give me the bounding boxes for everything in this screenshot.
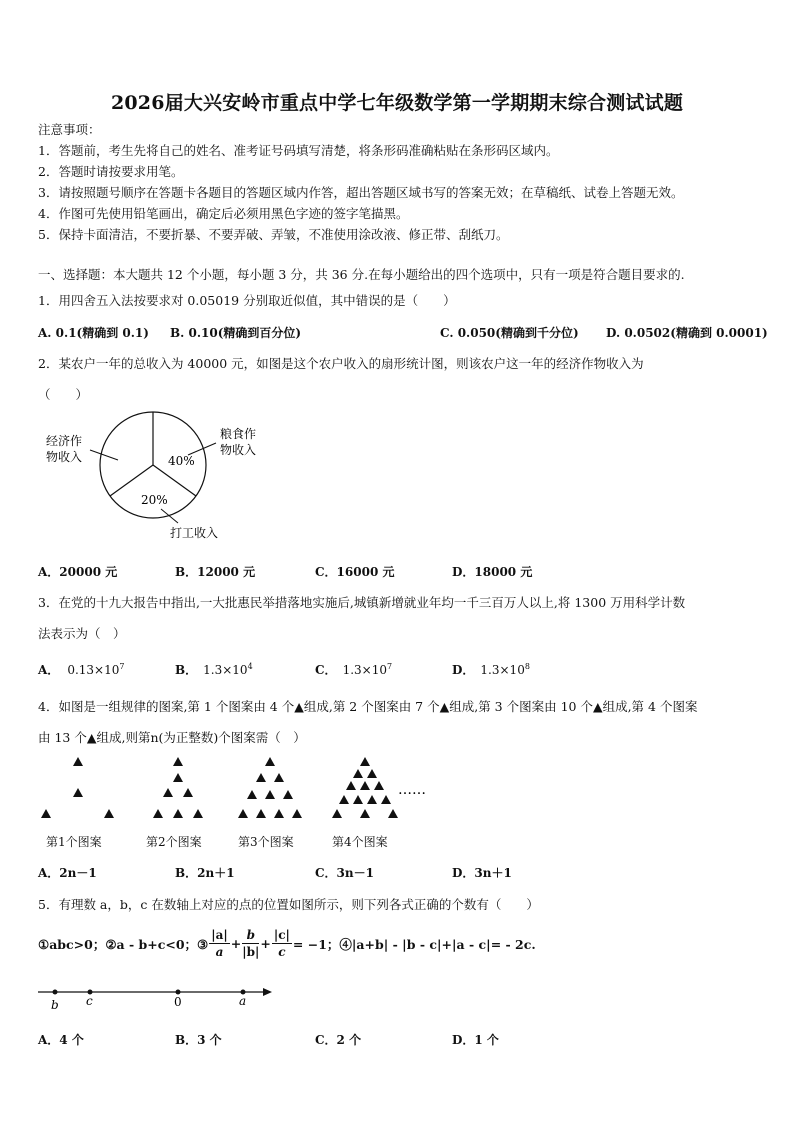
triangle-mark [153,809,163,818]
q3-option-c: C． $1.3\times 10^7$ [315,662,393,677]
triangle-mark [265,757,275,766]
triangle-mark [283,790,293,799]
pattern-ellipsis: …… [398,782,426,798]
triangle-mark [374,781,384,790]
q1-option-d: D. 0.0502(精确到 0.0001) [606,326,768,340]
axis-label-a: a [239,994,247,1008]
triangle-mark [274,773,284,782]
q2-option-c: C．16000 元 [315,565,395,579]
q2-option-a: A．20000 元 [38,565,118,579]
pie-label-economic-2: 物收入 [46,450,83,464]
question-4-stem-1: 4．如图是一组规律的图案,第 1 个图案由 4 个▲组成,第 2 个图案由 7 个▲组成,第 3 个图案由 10 个▲组成,第 4 个图案 [38,699,698,714]
pie-pct-work: 20% [141,493,168,507]
q2-option-b: B．12000 元 [175,565,256,579]
q3-option-d: D． $1.3\times 10^8$ [452,662,530,677]
triangle-mark [256,773,266,782]
triangle-mark [183,788,193,797]
notes-heading: 注意事项： [38,122,101,137]
question-5-stem: 5．有理数 a，b，c 在数轴上对应的点的位置如图所示，则下列各式正确的个数有（ ） [38,897,539,912]
triangle-mark [332,809,342,818]
triangle-mark [367,769,377,778]
q4-option-c: C．3n－1 [315,866,374,880]
triangle-mark [360,809,370,818]
q3-option-a: A． $0.13\times 10^7$ [38,662,125,677]
question-2-paren: （ ） [38,387,89,402]
question-5-statements: ①abc>0；②a - b+c<0；③ $\frac{|a|}{a}$ + $\frac{b}{|b|}$ + $\frac{|c|}{c}$ = −1；④|a+b| - |b - c|+|a - c|= - 2c. [38,928,536,959]
triangle-mark [353,795,363,804]
axis-label-b: b [51,998,59,1012]
note-item: 3．请按照题号顺序在答题卡各题目的答题区域内作答，超出答题区域书写的答案无效；在草稿纸、试卷上答题无效。 [38,185,684,200]
triangle-mark [41,809,51,818]
pie-label-economic-1: 经济作 [46,434,83,448]
triangle-mark [238,809,248,818]
q2-option-d: D．18000 元 [452,565,533,579]
triangle-mark [173,757,183,766]
pattern-label-2: 第2个图案 [146,835,202,849]
triangle-mark [360,757,370,766]
triangle-mark [163,788,173,797]
triangle-mark [381,795,391,804]
question-1-stem: 1．用四舍五入法按要求对 0.05019 分别取近似值，其中错误的是（ ） [38,293,456,308]
question-4-stem-2: 由 13 个▲组成,则第n(为正整数)个图案需（ ） [38,730,306,745]
q4-option-b: B．2n＋1 [175,866,235,880]
triangle-mark [247,790,257,799]
triangle-mark [173,773,183,782]
q1-option-c: C. 0.050(精确到千分位) [440,326,579,340]
note-item: 2．答题时请按要求用笔。 [38,164,184,179]
triangle-mark [346,781,356,790]
q1-option-a: A. 0.1(精确到 0.1) [38,326,149,340]
triangle-mark [353,769,363,778]
note-item: 5．保持卡面清洁，不要折暴、不要弄破、弄皱，不准使用涂改液、修正带、刮纸刀。 [38,227,509,242]
pattern-label-4: 第4个图案 [332,835,388,849]
question-3-stem-2: 法表示为（ ） [38,626,126,641]
triangle-mark [173,809,183,818]
pie-label-grain-2: 物收入 [220,443,257,457]
triangle-mark [274,809,284,818]
triangle-mark [367,795,377,804]
pattern-label-3: 第3个图案 [238,835,294,849]
pie-label-grain-1: 粮食作 [220,427,257,441]
triangle-mark [193,809,203,818]
triangle-mark [73,757,83,766]
q5-option-b: B．3 个 [175,1033,222,1047]
triangle-mark [256,809,266,818]
q4-option-d: D．3n＋1 [452,866,512,880]
triangle-mark [339,795,349,804]
axis-label-0: 0 [174,995,182,1009]
axis-label-c: c [86,994,93,1008]
page-title: 2026届大兴安岭市重点中学七年级数学第一学期期末综合测试试题 [110,92,684,114]
triangle-mark [388,809,398,818]
triangle-mark [292,809,302,818]
q5-option-c: C．2 个 [315,1033,362,1047]
q4-option-a: A．2n－1 [38,866,97,880]
q5-option-d: D．1 个 [452,1033,499,1047]
question-2-stem: 2．某农户一年的总收入为 40000 元，如图是这个农户收入的扇形统计图，则该农户这一年的经济作物收入为 [38,356,644,371]
number-line [36,982,286,1012]
triangle-mark [104,809,114,818]
note-item: 1．答题前，考生先将自己的姓名、准考证号码填写清楚，将条形码准确粘贴在条形码区域内。 [38,143,559,158]
note-item: 4．作图可先使用铅笔画出，确定后必须用黑色字迹的签字笔描黑。 [38,206,409,221]
q1-option-b: B. 0.10(精确到百分位) [170,326,302,340]
question-3-stem-1: 3．在党的十九大报告中指出,一大批惠民举措落地实施后,城镇新增就业年均一千三百万人以上,将 1300 万用科学计数 [38,595,686,610]
triangle-mark [360,781,370,790]
pie-chart [38,410,298,545]
triangle-patterns [36,752,456,824]
q3-option-b: B． $1.3\times 10^4$ [175,662,253,677]
q5-option-a: A．4 个 [38,1033,84,1047]
triangle-mark [73,788,83,797]
section-heading: 一、选择题：本大题共 12 个小题，每小题 3 分，共 36 分.在每小题给出的四个选项中，只有一项是符合题目要求的. [38,267,685,282]
pattern-label-1: 第1个图案 [46,835,102,849]
triangle-mark [265,790,275,799]
pie-pct-grain: 40% [168,454,195,468]
pie-label-work: 打工收入 [170,526,219,540]
